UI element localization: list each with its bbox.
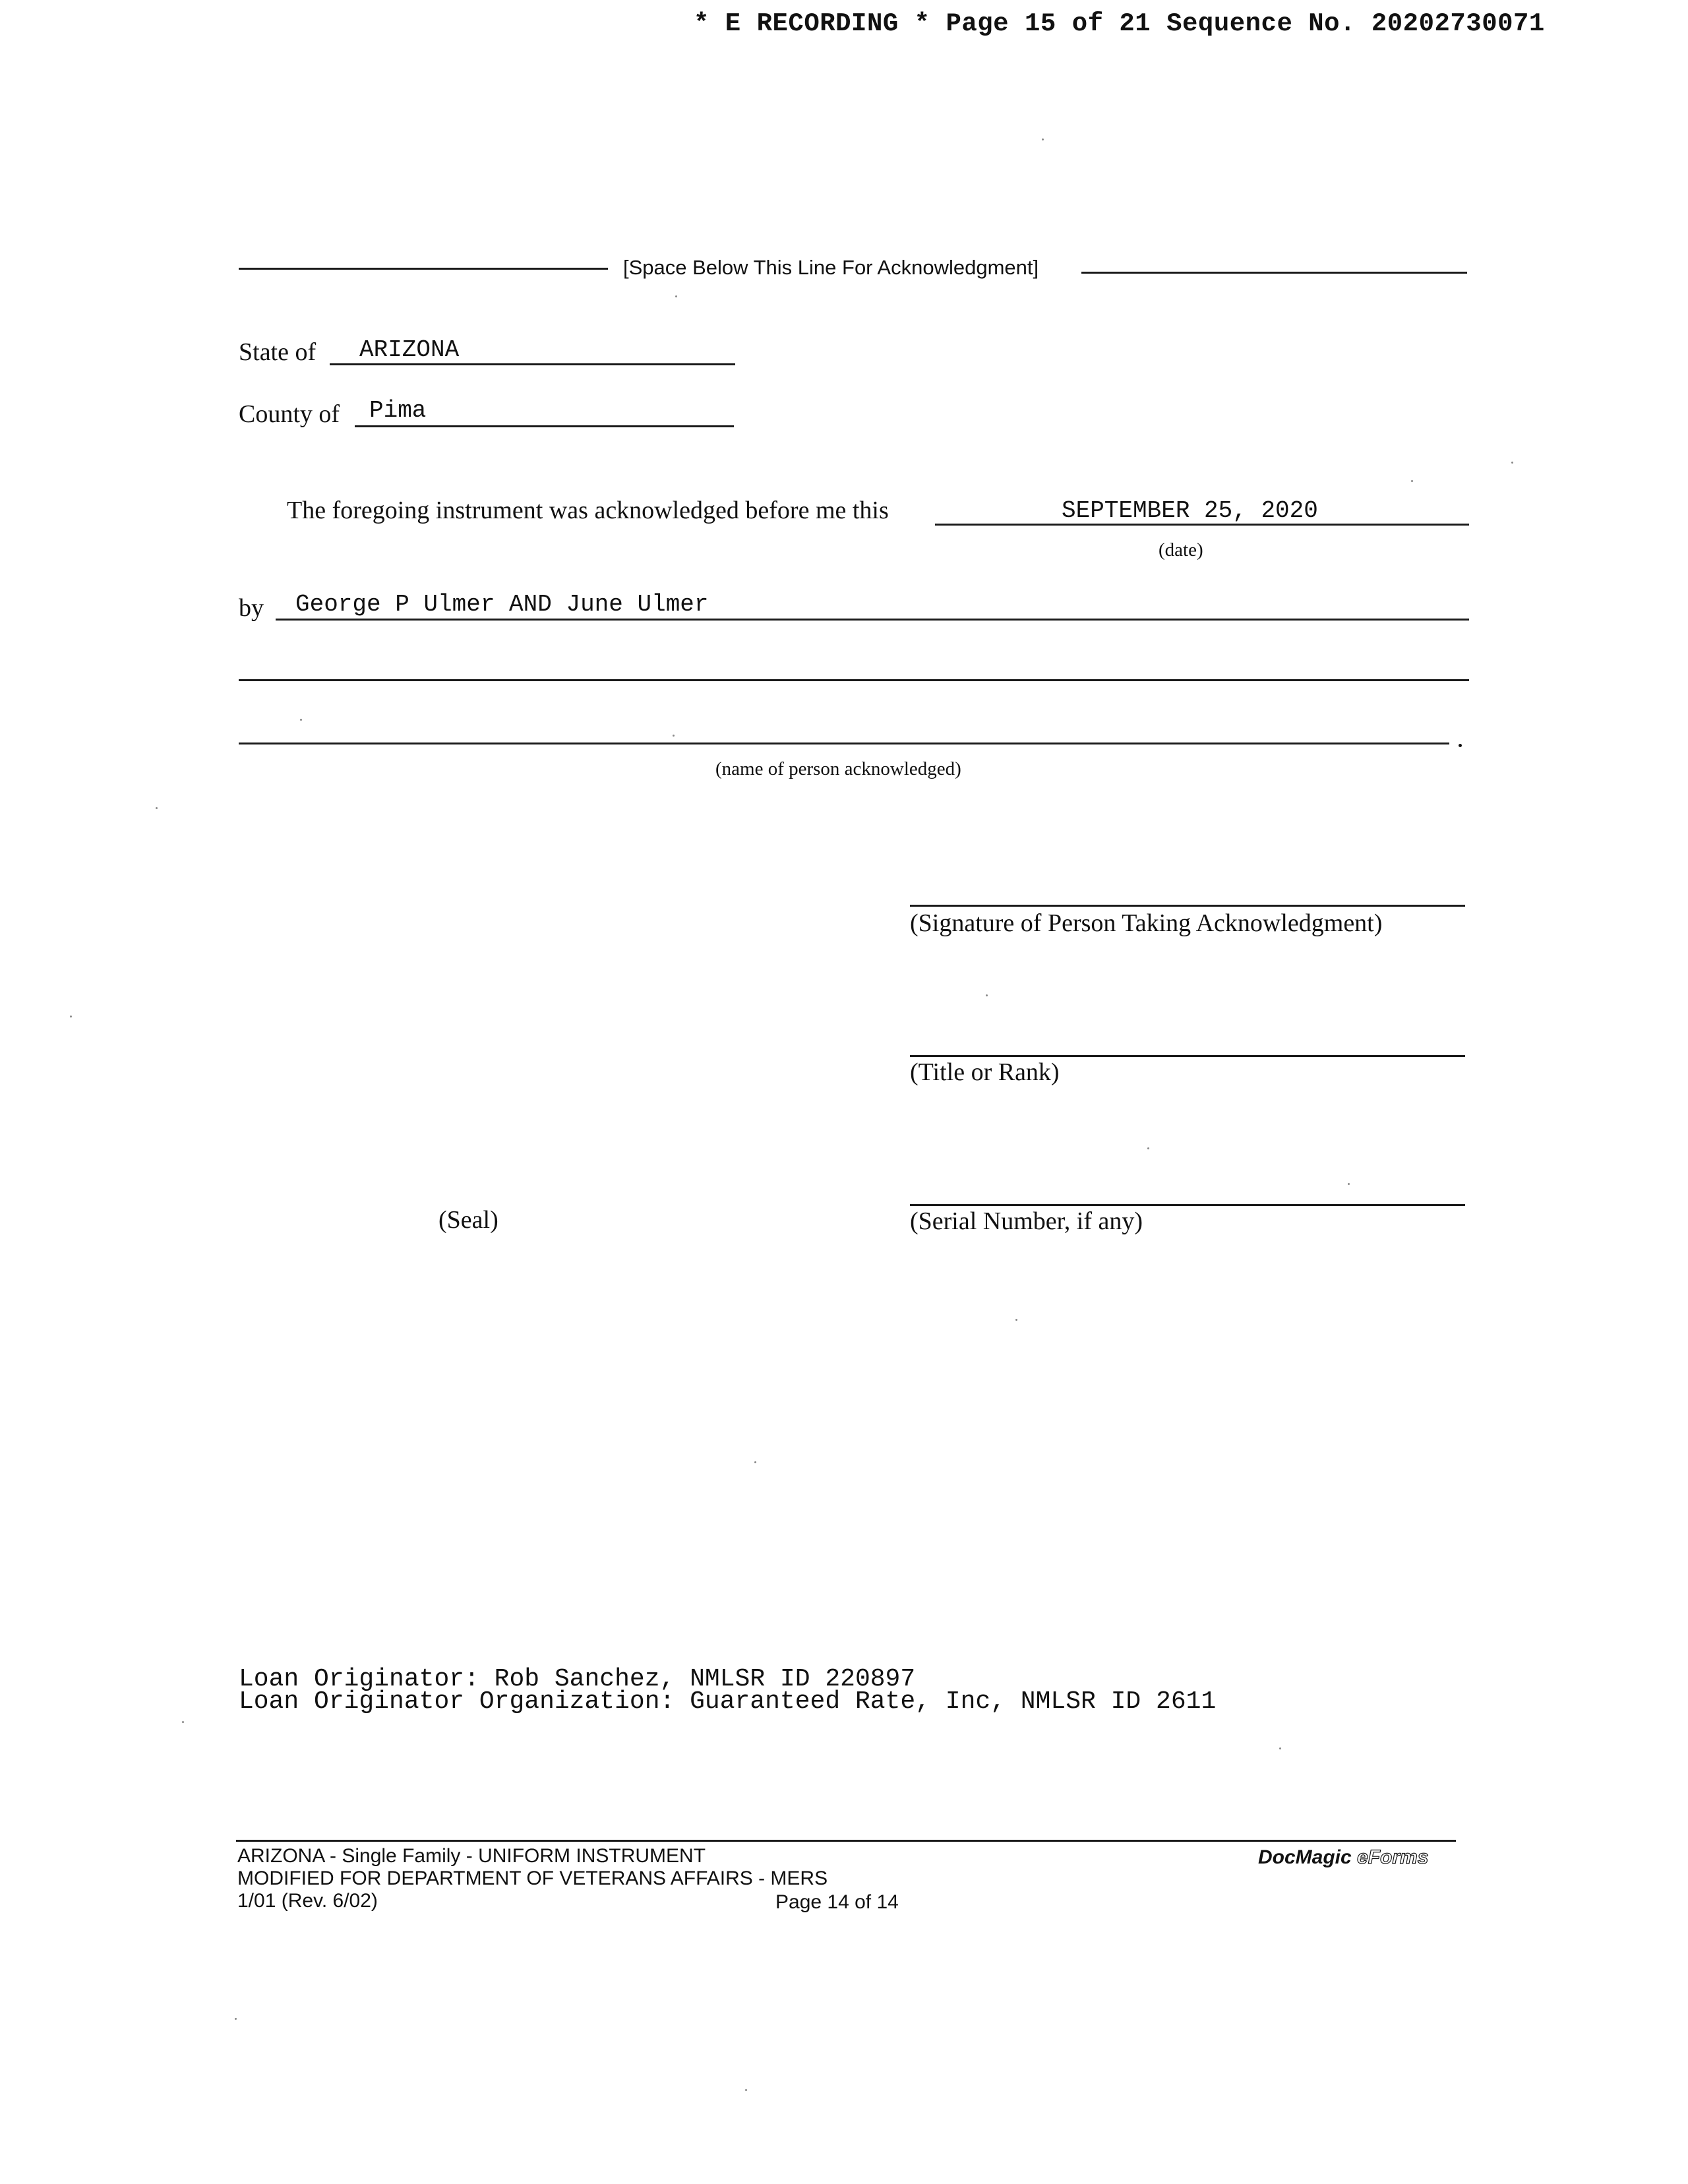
scan-speck <box>745 2089 747 2091</box>
serial-caption: (Serial Number, if any) <box>910 1207 1143 1235</box>
footer-form-line1: ARIZONA - Single Family - UNIFORM INSTRUMENT <box>237 1845 706 1867</box>
scan-speck <box>1042 138 1044 140</box>
scan-speck <box>986 994 988 996</box>
loan-originator: Loan Originator: Rob Sanchez, NMLSR ID 220897 <box>239 1665 916 1693</box>
scan-speck <box>1015 1319 1017 1321</box>
acknowledgment-divider-label: [Space Below This Line For Acknowledgment] <box>623 256 1039 279</box>
scan-speck <box>1511 462 1513 464</box>
by-underline-3 <box>239 743 1449 744</box>
scan-speck <box>673 735 675 737</box>
state-value: ARIZONA <box>359 336 460 363</box>
seal-caption: (Seal) <box>438 1206 498 1234</box>
scan-speck <box>182 1721 184 1723</box>
scan-speck <box>1279 1747 1281 1749</box>
period-mark <box>1459 744 1462 747</box>
state-underline <box>330 363 735 365</box>
date-caption: (date) <box>1159 539 1203 561</box>
title-line <box>910 1055 1465 1057</box>
scan-speck <box>70 1016 72 1017</box>
divider-left <box>239 268 608 270</box>
scan-speck <box>235 2018 237 2020</box>
scan-speck <box>300 719 302 721</box>
by-underline-2 <box>239 679 1469 681</box>
divider-right <box>1081 272 1467 274</box>
footer-rule <box>236 1840 1456 1842</box>
loan-originator-organization: Loan Originator Organization: Guaranteed Rate, Inc, NMLSR ID 2611 <box>239 1687 1217 1716</box>
docmagic-eforms-text: eForms <box>1357 1846 1429 1868</box>
county-underline <box>355 425 734 427</box>
title-caption: (Title or Rank) <box>910 1058 1060 1086</box>
docmagic-logo <box>1258 1846 1428 1869</box>
signature-caption: (Signature of Person Taking Acknowledgment) <box>910 909 1383 937</box>
instrument-text: The foregoing instrument was acknowledged before me this <box>287 497 889 524</box>
by-value: George P Ulmer AND June Ulmer <box>295 591 709 618</box>
scan-speck <box>1411 480 1413 482</box>
by-underline-1 <box>276 619 1469 621</box>
by-label: by <box>239 594 264 622</box>
scan-speck <box>1147 1147 1149 1149</box>
docmagic-logo-text: DocMagic <box>1258 1846 1352 1868</box>
date-underline <box>935 524 1469 526</box>
footer-form-line2: MODIFIED FOR DEPARTMENT OF VETERANS AFFAIRS - MERS <box>237 1867 828 1889</box>
footer-page-number: Page 14 of 14 <box>775 1891 899 1913</box>
scan-speck <box>1348 1183 1350 1185</box>
state-label: State of <box>239 338 316 366</box>
scan-speck <box>675 295 677 297</box>
county-value: Pima <box>369 397 427 424</box>
scan-speck <box>754 1461 756 1463</box>
county-label: County of <box>239 400 340 428</box>
scan-speck <box>156 807 158 809</box>
date-value: SEPTEMBER 25, 2020 <box>1062 497 1318 524</box>
name-caption: (name of person acknowledged) <box>715 758 961 779</box>
serial-line <box>910 1204 1465 1206</box>
recording-stamp: * E RECORDING * Page 15 of 21 Sequence No. 20202730071 <box>694 9 1545 38</box>
signature-line <box>910 905 1465 907</box>
footer-form-line3: 1/01 (Rev. 6/02) <box>237 1890 378 1912</box>
